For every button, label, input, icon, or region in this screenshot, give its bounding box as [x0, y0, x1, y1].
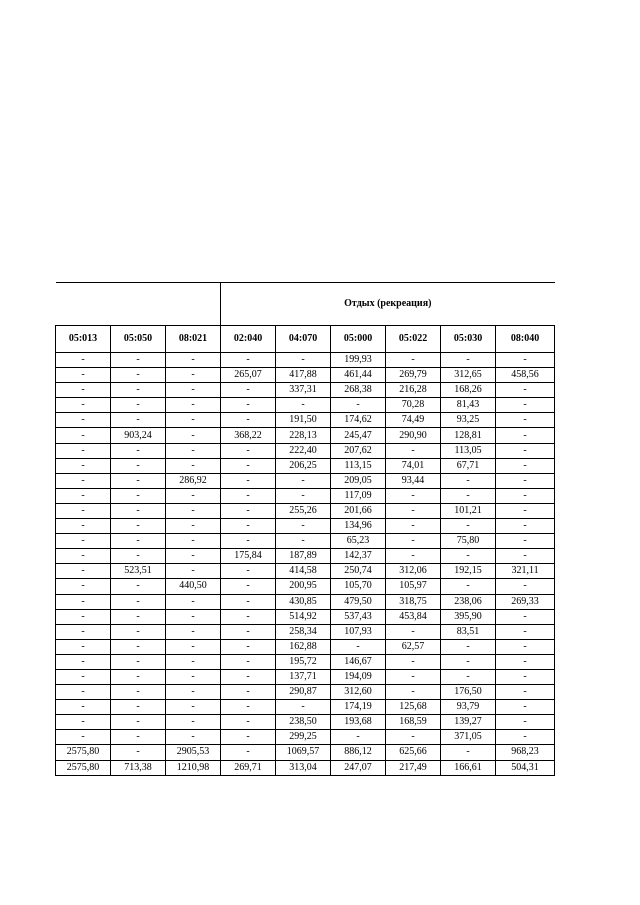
table-cell: -: [276, 473, 331, 488]
table-cell: -: [111, 519, 166, 534]
table-row: [56, 760, 555, 775]
table-cell: -: [111, 458, 166, 473]
table-cell: 514,92: [276, 609, 331, 624]
table-cell: -: [386, 443, 441, 458]
table-cell: -: [56, 730, 111, 745]
table-cell: 461,44: [331, 368, 386, 383]
table-cell: -: [276, 534, 331, 549]
table-cell: -: [111, 579, 166, 594]
table-cell: -: [166, 428, 221, 443]
table-cell: -: [111, 609, 166, 624]
table-cell: 1210,98: [166, 760, 221, 775]
table-cell: 74,01: [386, 458, 441, 473]
table-cell: -: [496, 579, 555, 594]
table-cell: -: [56, 368, 111, 383]
table-cell: -: [221, 413, 276, 428]
column-header: 08:021: [166, 326, 221, 353]
table-cell: -: [221, 639, 276, 654]
column-header: 05:000: [331, 326, 386, 353]
table-cell: 195,72: [276, 654, 331, 669]
table-cell: -: [386, 654, 441, 669]
table-cell: -: [56, 383, 111, 398]
table-row: [56, 383, 555, 398]
table-cell: -: [221, 458, 276, 473]
table-row: [56, 353, 555, 368]
table-cell: 430,85: [276, 594, 331, 609]
table-cell: -: [386, 624, 441, 639]
table-cell: -: [56, 669, 111, 684]
column-header: 02:040: [221, 326, 276, 353]
table-cell: -: [111, 685, 166, 700]
table-cell: 142,37: [331, 549, 386, 564]
table-cell: 523,51: [111, 564, 166, 579]
group-header-recreation: Отдых (рекреация): [221, 283, 555, 326]
table-cell: -: [56, 413, 111, 428]
table-cell: -: [221, 579, 276, 594]
table-cell: 67,71: [441, 458, 496, 473]
table-cell: -: [496, 413, 555, 428]
table-cell: 162,88: [276, 639, 331, 654]
table-cell: -: [276, 398, 331, 413]
table-cell: 193,68: [331, 715, 386, 730]
table-cell: -: [56, 443, 111, 458]
table-cell: -: [496, 353, 555, 368]
table-cell: 1069,57: [276, 745, 331, 760]
table-cell: -: [221, 473, 276, 488]
table-cell: 175,84: [221, 549, 276, 564]
table-cell: 299,25: [276, 730, 331, 745]
table-cell: 105,70: [331, 579, 386, 594]
table-cell: -: [496, 383, 555, 398]
table-cell: 187,89: [276, 549, 331, 564]
table-cell: -: [496, 488, 555, 503]
table-row: [56, 564, 555, 579]
table-cell: -: [386, 685, 441, 700]
table-cell: -: [221, 519, 276, 534]
table-cell: -: [496, 669, 555, 684]
table-cell: -: [441, 639, 496, 654]
table-cell: 368,22: [221, 428, 276, 443]
table-cell: -: [56, 624, 111, 639]
table-cell: -: [56, 639, 111, 654]
table-cell: -: [166, 549, 221, 564]
table-cell: -: [276, 488, 331, 503]
table-cell: 268,38: [331, 383, 386, 398]
table-cell: 318,75: [386, 594, 441, 609]
table-cell: 414,58: [276, 564, 331, 579]
table-cell: 166,61: [441, 760, 496, 775]
table-cell: -: [166, 685, 221, 700]
table-cell: -: [221, 669, 276, 684]
table-cell: -: [496, 609, 555, 624]
table-cell: -: [111, 488, 166, 503]
table-cell: -: [56, 534, 111, 549]
table-cell: -: [221, 488, 276, 503]
table-cell: 537,43: [331, 609, 386, 624]
table-row: [56, 730, 555, 745]
table-cell: 245,47: [331, 428, 386, 443]
table-cell: -: [386, 730, 441, 745]
table-cell: -: [496, 700, 555, 715]
table-cell: -: [166, 458, 221, 473]
table-cell: -: [221, 730, 276, 745]
table-row: [56, 715, 555, 730]
table-row: [56, 654, 555, 669]
table-cell: -: [56, 654, 111, 669]
table-cell: 113,05: [441, 443, 496, 458]
table-cell: -: [441, 519, 496, 534]
column-header: 08:040: [496, 326, 555, 353]
table-row: [56, 413, 555, 428]
table-row: [56, 398, 555, 413]
table-cell: 194,09: [331, 669, 386, 684]
column-header: 05:013: [56, 326, 111, 353]
table-cell: -: [496, 654, 555, 669]
table-cell: -: [111, 503, 166, 518]
table-cell: -: [56, 458, 111, 473]
table-row: [56, 473, 555, 488]
table-cell: 201,66: [331, 503, 386, 518]
group-header-row: [56, 283, 555, 326]
table-row: [56, 443, 555, 458]
column-header: 05:050: [111, 326, 166, 353]
table-cell: -: [496, 715, 555, 730]
table-cell: -: [166, 715, 221, 730]
table-cell: 479,50: [331, 594, 386, 609]
table-row: [56, 669, 555, 684]
table-cell: 312,65: [441, 368, 496, 383]
table-cell: 222,40: [276, 443, 331, 458]
table-cell: -: [496, 534, 555, 549]
table-cell: 453,84: [386, 609, 441, 624]
table-cell: 146,67: [331, 654, 386, 669]
table-cell: -: [496, 519, 555, 534]
table-cell: -: [166, 368, 221, 383]
table-cell: -: [111, 413, 166, 428]
table-cell: -: [111, 669, 166, 684]
table-cell: -: [496, 398, 555, 413]
table-cell: -: [441, 549, 496, 564]
table-cell: 206,25: [276, 458, 331, 473]
table-cell: 290,90: [386, 428, 441, 443]
table-cell: -: [56, 488, 111, 503]
table-cell: 417,88: [276, 368, 331, 383]
table-cell: 625,66: [386, 745, 441, 760]
table-cell: -: [111, 715, 166, 730]
table-cell: -: [441, 488, 496, 503]
table-cell: -: [111, 473, 166, 488]
table-cell: -: [56, 579, 111, 594]
table-cell: 207,62: [331, 443, 386, 458]
land-use-table: [55, 282, 555, 776]
table-cell: -: [111, 368, 166, 383]
table-cell: -: [166, 353, 221, 368]
table-cell: -: [56, 609, 111, 624]
table-cell: -: [111, 639, 166, 654]
table-row: [56, 609, 555, 624]
table-cell: 713,38: [111, 760, 166, 775]
table-cell: -: [56, 503, 111, 518]
table-cell: 255,26: [276, 503, 331, 518]
table-cell: -: [56, 549, 111, 564]
table-cell: -: [166, 534, 221, 549]
table-cell: -: [221, 353, 276, 368]
table-cell: -: [166, 383, 221, 398]
table-row: [56, 549, 555, 564]
table-cell: 81,43: [441, 398, 496, 413]
table-cell: 458,56: [496, 368, 555, 383]
table-cell: -: [496, 549, 555, 564]
table-cell: -: [221, 654, 276, 669]
table-row: [56, 594, 555, 609]
table-cell: 290,87: [276, 685, 331, 700]
table-cell: -: [221, 398, 276, 413]
table-cell: -: [166, 519, 221, 534]
table-cell: 83,51: [441, 624, 496, 639]
table-cell: 139,27: [441, 715, 496, 730]
table-cell: 216,28: [386, 383, 441, 398]
table-row: [56, 519, 555, 534]
table-cell: -: [111, 549, 166, 564]
column-header: 05:022: [386, 326, 441, 353]
table-cell: 192,15: [441, 564, 496, 579]
table-cell: -: [276, 519, 331, 534]
group-header-blank: [56, 283, 221, 326]
table-row: [56, 700, 555, 715]
table-cell: -: [221, 443, 276, 458]
table-cell: 107,93: [331, 624, 386, 639]
table-cell: 168,59: [386, 715, 441, 730]
table-cell: -: [221, 564, 276, 579]
table-cell: -: [496, 730, 555, 745]
table-cell: 65,23: [331, 534, 386, 549]
table-row: [56, 579, 555, 594]
table-row: [56, 368, 555, 383]
table-cell: -: [386, 534, 441, 549]
column-header-row: [56, 326, 555, 353]
table-cell: -: [386, 519, 441, 534]
table-cell: -: [166, 624, 221, 639]
table-cell: -: [166, 639, 221, 654]
table-row: [56, 624, 555, 639]
table-body: [56, 353, 555, 776]
table-cell: -: [221, 594, 276, 609]
table-cell: 168,26: [441, 383, 496, 398]
table-cell: 269,71: [221, 760, 276, 775]
table-cell: 2905,53: [166, 745, 221, 760]
table-cell: 238,06: [441, 594, 496, 609]
table-cell: -: [276, 700, 331, 715]
table-row: [56, 428, 555, 443]
table-cell: 312,60: [331, 685, 386, 700]
table-cell: 101,21: [441, 503, 496, 518]
table-cell: 217,49: [386, 760, 441, 775]
table-cell: -: [56, 353, 111, 368]
table-cell: -: [221, 624, 276, 639]
table-cell: 258,34: [276, 624, 331, 639]
table-cell: 74,49: [386, 413, 441, 428]
table-cell: -: [331, 639, 386, 654]
table-cell: 75,80: [441, 534, 496, 549]
table-cell: 93,44: [386, 473, 441, 488]
table-row: [56, 458, 555, 473]
table-cell: 250,74: [331, 564, 386, 579]
table-cell: 105,97: [386, 579, 441, 594]
table-cell: 312,06: [386, 564, 441, 579]
table-cell: -: [56, 473, 111, 488]
table-cell: 395,90: [441, 609, 496, 624]
table-cell: 371,05: [441, 730, 496, 745]
table-cell: -: [496, 503, 555, 518]
table-cell: 247,07: [331, 760, 386, 775]
table-row: [56, 488, 555, 503]
table-cell: 269,33: [496, 594, 555, 609]
table-cell: -: [221, 745, 276, 760]
table-cell: 886,12: [331, 745, 386, 760]
table-cell: -: [441, 353, 496, 368]
table-cell: -: [221, 383, 276, 398]
table-cell: -: [441, 473, 496, 488]
table-cell: -: [496, 685, 555, 700]
table-cell: -: [166, 398, 221, 413]
table-cell: 199,93: [331, 353, 386, 368]
table-row: [56, 639, 555, 654]
table-cell: 125,68: [386, 700, 441, 715]
table-cell: 440,50: [166, 579, 221, 594]
table-cell: -: [111, 730, 166, 745]
column-header: 05:030: [441, 326, 496, 353]
table-cell: 968,23: [496, 745, 555, 760]
table-cell: 2575,80: [56, 745, 111, 760]
table-cell: 337,31: [276, 383, 331, 398]
table-cell: 134,96: [331, 519, 386, 534]
table-cell: 903,24: [111, 428, 166, 443]
table-cell: -: [56, 428, 111, 443]
table-cell: -: [441, 654, 496, 669]
table-cell: -: [166, 609, 221, 624]
table-cell: 269,79: [386, 368, 441, 383]
table-cell: 128,81: [441, 428, 496, 443]
table-cell: -: [496, 473, 555, 488]
table-cell: -: [166, 488, 221, 503]
table-cell: 228,13: [276, 428, 331, 443]
table-cell: 93,25: [441, 413, 496, 428]
table-cell: -: [221, 700, 276, 715]
table-cell: 504,31: [496, 760, 555, 775]
table-cell: -: [111, 383, 166, 398]
table-cell: 321,11: [496, 564, 555, 579]
table-cell: -: [496, 458, 555, 473]
table-cell: -: [221, 715, 276, 730]
table-cell: -: [386, 549, 441, 564]
column-header: 04:070: [276, 326, 331, 353]
table-cell: 70,28: [386, 398, 441, 413]
table-cell: 176,50: [441, 685, 496, 700]
table-cell: 93,79: [441, 700, 496, 715]
table-cell: -: [111, 398, 166, 413]
table-cell: -: [56, 685, 111, 700]
table-cell: -: [166, 564, 221, 579]
table-cell: -: [56, 594, 111, 609]
table-cell: -: [111, 534, 166, 549]
table-cell: -: [166, 654, 221, 669]
table-row: [56, 503, 555, 518]
table-row: [56, 685, 555, 700]
table-cell: -: [386, 669, 441, 684]
table-cell: -: [111, 745, 166, 760]
table-cell: -: [166, 730, 221, 745]
table-cell: -: [386, 353, 441, 368]
table-cell: -: [221, 503, 276, 518]
table-cell: -: [331, 730, 386, 745]
table-cell: -: [166, 700, 221, 715]
table-cell: 238,50: [276, 715, 331, 730]
table-cell: -: [56, 700, 111, 715]
table-cell: -: [111, 654, 166, 669]
table-cell: -: [386, 503, 441, 518]
table-cell: 209,05: [331, 473, 386, 488]
table-row: [56, 534, 555, 549]
table-cell: -: [276, 353, 331, 368]
table-cell: 117,09: [331, 488, 386, 503]
table-cell: -: [166, 413, 221, 428]
table-cell: -: [56, 398, 111, 413]
table-cell: 174,19: [331, 700, 386, 715]
table-cell: -: [111, 624, 166, 639]
table-cell: 2575,80: [56, 760, 111, 775]
table-cell: 286,92: [166, 473, 221, 488]
table-cell: -: [56, 519, 111, 534]
table-cell: 137,71: [276, 669, 331, 684]
table-cell: 191,50: [276, 413, 331, 428]
table-row: [56, 745, 555, 760]
table-cell: -: [111, 353, 166, 368]
table-cell: -: [166, 503, 221, 518]
table-cell: -: [441, 745, 496, 760]
table-cell: -: [166, 443, 221, 458]
table-cell: -: [496, 624, 555, 639]
table-cell: -: [386, 488, 441, 503]
table-cell: -: [56, 715, 111, 730]
table-cell: -: [331, 398, 386, 413]
table-cell: -: [496, 443, 555, 458]
table-cell: -: [166, 594, 221, 609]
table-cell: -: [166, 669, 221, 684]
table-cell: 313,04: [276, 760, 331, 775]
table-cell: -: [111, 700, 166, 715]
table-cell: 265,07: [221, 368, 276, 383]
table-cell: -: [111, 443, 166, 458]
table-cell: 113,15: [331, 458, 386, 473]
table-cell: -: [56, 564, 111, 579]
table-cell: -: [221, 609, 276, 624]
table-cell: -: [221, 685, 276, 700]
table-cell: -: [441, 669, 496, 684]
table-cell: -: [111, 594, 166, 609]
table-cell: -: [496, 639, 555, 654]
table-cell: -: [496, 428, 555, 443]
table-cell: -: [441, 579, 496, 594]
table-cell: 174,62: [331, 413, 386, 428]
table-cell: 200,95: [276, 579, 331, 594]
table-cell: 62,57: [386, 639, 441, 654]
table-cell: -: [221, 534, 276, 549]
